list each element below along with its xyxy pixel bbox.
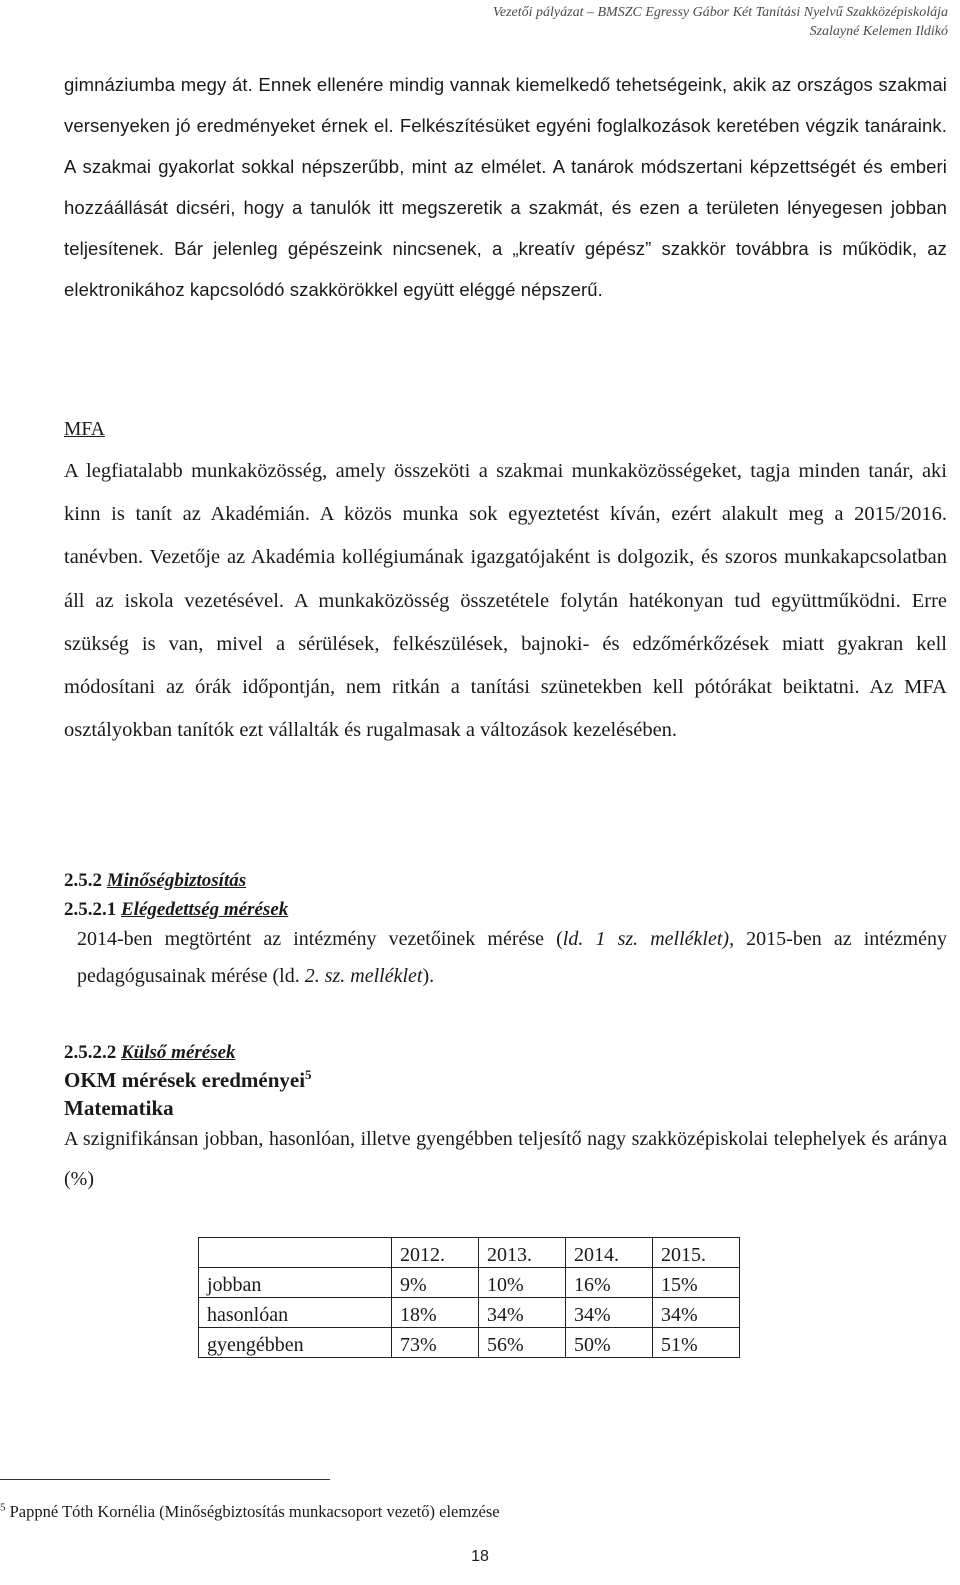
table-row <box>199 1268 740 1298</box>
table-cell: 34% <box>566 1298 653 1328</box>
table-cell: 16% <box>566 1268 653 1298</box>
footnote-mark: 5 <box>0 1501 6 1514</box>
table-header-row <box>199 1238 740 1268</box>
section-title: Elégedettség mérések <box>121 899 289 920</box>
table-header-cell: 2013. <box>479 1238 566 1268</box>
table-row <box>199 1328 740 1358</box>
footnote-separator <box>0 1479 330 1480</box>
table-header-cell: 2015. <box>653 1238 740 1268</box>
table-cell: 34% <box>479 1298 566 1328</box>
row-label: gyengébben <box>199 1328 392 1358</box>
table-cell: 15% <box>653 1268 740 1298</box>
page-number: 18 <box>471 1548 489 1565</box>
results-table <box>198 1237 740 1358</box>
section-number: 2.5.2.2 <box>64 1042 117 1063</box>
mfa-paragraph: A legfiatalabb munkaközösség, amely összeköti a szakmai munkaközösségeket, tagja minden tanár, aki kinn is tanít az Akadémián. A közös munka sok egyeztetést kíván, ezért alakult meg a 2015/2016. tanévben. Vezetője az Akadémia kollégiumának igazgatójaként is dolgozik, és szoros munkakapcsolatban áll az iskola vezetésével. A munkaközösség összetétele folytán hatékonyan tud együttműködni. Erre szükség is van, mivel a sérülések, felkészülések, bajnoki- és edzőmérkőzések miatt gyakran kell módosítani az órák időpontján, nem ritkán a tanítási szünetekben kell pótórákat beiktatni. Az MFA osztályokban tanítók ezt vállalták és rugalmasak a változások kezelésében. <box>64 460 947 742</box>
table-cell: 50% <box>566 1328 653 1358</box>
table-cell: 10% <box>479 1268 566 1298</box>
satisfaction-ref-1: ld. 1 sz. melléklet), <box>562 928 735 950</box>
table-cell: 9% <box>392 1268 479 1298</box>
table-cell: 56% <box>479 1328 566 1358</box>
mfa-heading <box>64 409 947 450</box>
header-author: Szalayné Kelemen Ildikó <box>809 24 948 39</box>
row-label: jobban <box>199 1268 392 1298</box>
table-row <box>199 1298 740 1328</box>
satisfaction-text-1: 2014-ben megtörtént az intézmény vezetőinek mérése ( <box>77 928 563 950</box>
row-label: hasonlóan <box>199 1298 392 1328</box>
okm-description: A szignifikánsan jobban, hasonlóan, illetve gyengébben teljesítő nagy szakközépiskolai telephelyek és aránya (%) <box>64 1128 947 1190</box>
section-heading-2-5-2-1 <box>64 898 288 922</box>
table-cell: 73% <box>392 1328 479 1358</box>
math-subheading: Matematika <box>64 1096 174 1120</box>
footnote-text: Pappné Tóth Kornélia (Minőségbiztosítás munkacsoport vezető) elemzése <box>9 1502 500 1521</box>
running-header <box>493 3 948 41</box>
section-number: 2.5.2.1 <box>64 899 117 920</box>
table-header-cell: 2014. <box>566 1238 653 1268</box>
footnote-reference[interactable]: 5 <box>305 1067 312 1082</box>
table-cell: 18% <box>392 1298 479 1328</box>
satisfaction-paragraph <box>77 921 947 995</box>
section-title: Külső mérések <box>121 1042 236 1063</box>
okm-heading <box>64 1067 312 1094</box>
paragraph-intro: gimnáziumba megy át. Ennek ellenére mindig vannak kiemelkedő tehetségeink, akik az országos szakmai versenyeken jó eredményeket érnek el. Felkészítésüket egyéni foglalkozások keretében végzik tanáraink. A szakmai gyakorlat sokkal népszerűbb, mint az elmélet. A tanárok módszertani képzettségét és emberi hozzáállását dicséri, hogy a tanulók itt megszeretik a szakmát, és ezen a területen lényegesen jobban teljesítenek. Bár jelenleg gépészeink nincsenek, a „kreatív gépész” szakkör továbbra is működik, az elektronikához kapcsolódó szakkörökkel együtt eléggé népszerű. <box>64 74 947 300</box>
satisfaction-ref-2: 2. sz. melléklet <box>304 965 423 987</box>
okm-heading-text: OKM mérések eredményei <box>64 1068 306 1092</box>
footnote <box>0 1501 500 1523</box>
table-cell: 34% <box>653 1298 740 1328</box>
section-title: Minőségbiztosítás <box>106 870 247 891</box>
satisfaction-text-2: 2015-ben az intézmény pedagógusainak mérése (ld. <box>77 928 947 987</box>
section-heading-2-5-2-2 <box>64 1041 236 1065</box>
section-heading-2-5-2 <box>64 869 246 893</box>
header-title: Vezetői pályázat – BMSZC Egressy Gábor Két Tanítási Nyelvű Szakközépiskolája <box>492 5 948 20</box>
table-header-cell <box>199 1238 392 1268</box>
satisfaction-text-3: ). <box>422 965 435 987</box>
table-header-cell: 2012. <box>392 1238 479 1268</box>
section-number: 2.5.2 <box>64 870 102 891</box>
mfa-heading-text: MFA <box>64 419 105 440</box>
table-cell: 51% <box>653 1328 740 1358</box>
